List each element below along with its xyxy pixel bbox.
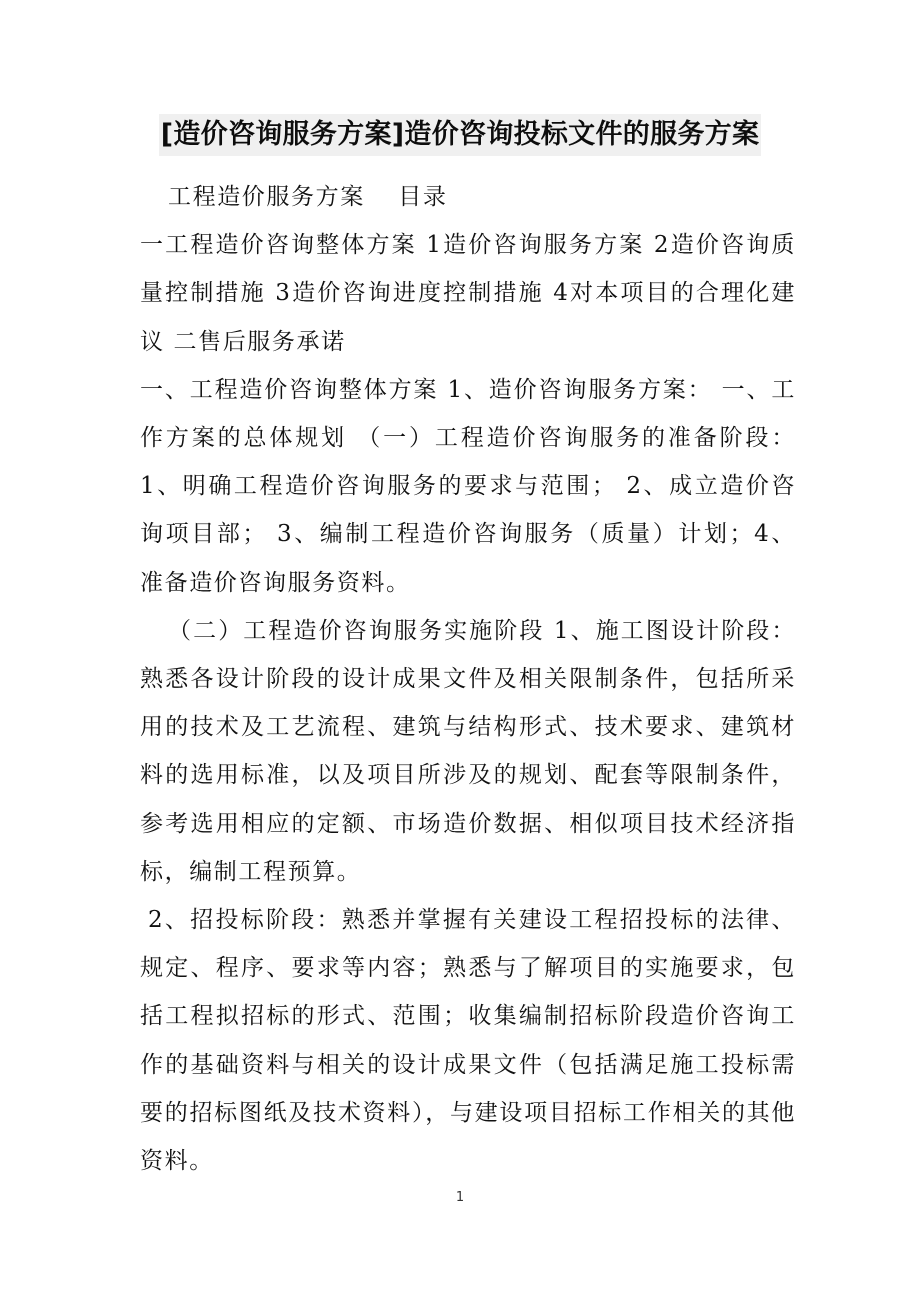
document-title-block — [0, 114, 920, 156]
document-body — [140, 173, 796, 1185]
document-title: [造价咨询服务方案]造价咨询投标文件的服务方案 — [159, 114, 762, 156]
toc-heading: 工程造价服务方案 目录 — [168, 184, 448, 210]
page-number: 1 — [455, 1190, 465, 1205]
bidding-stage-paragraph: 2、招投标阶段：熟悉并掌握有关建设工程招投标的法律、规定、程序、要求等内容；熟悉与了解项目的实施要求，包括工程拟招标的形式、范围；收集编制招标阶段造价咨询工作的基础资料与相关的设计成果文件（包括满足施工投标需要的招标图纸及技术资料），与建设项目招标工作相关的其他资料。 — [140, 907, 796, 1175]
section-one-paragraph: 一、工程造价咨询整体方案 1、造价咨询服务方案： 一、工作方案的总体规划 （一）工程造价咨询服务的准备阶段： 1、明确工程造价咨询服务的要求与范围； 2、成立造价咨询项目部； 3、编制工程造价咨询服务（质量）计划；4、准备造价咨询服务资料。 — [140, 376, 796, 596]
toc-paragraph: 一工程造价咨询整体方案 1造价咨询服务方案 2造价咨询质量控制措施 3造价咨询进度控制措施 4对本项目的合理化建议 二售后服务承诺 — [140, 232, 796, 355]
implementation-stage-paragraph: （二）工程造价咨询服务实施阶段 1、施工图设计阶段：熟悉各设计阶段的设计成果文件及相关限制条件，包括所采用的技术及工艺流程、建筑与结构形式、技术要求、建筑材料的选用标准，以及项目所涉及的规划、配套等限制条件，参考选用相应的定额、市场造价数据、相似项目技术经济指标，编制工程预算。 — [140, 617, 796, 885]
